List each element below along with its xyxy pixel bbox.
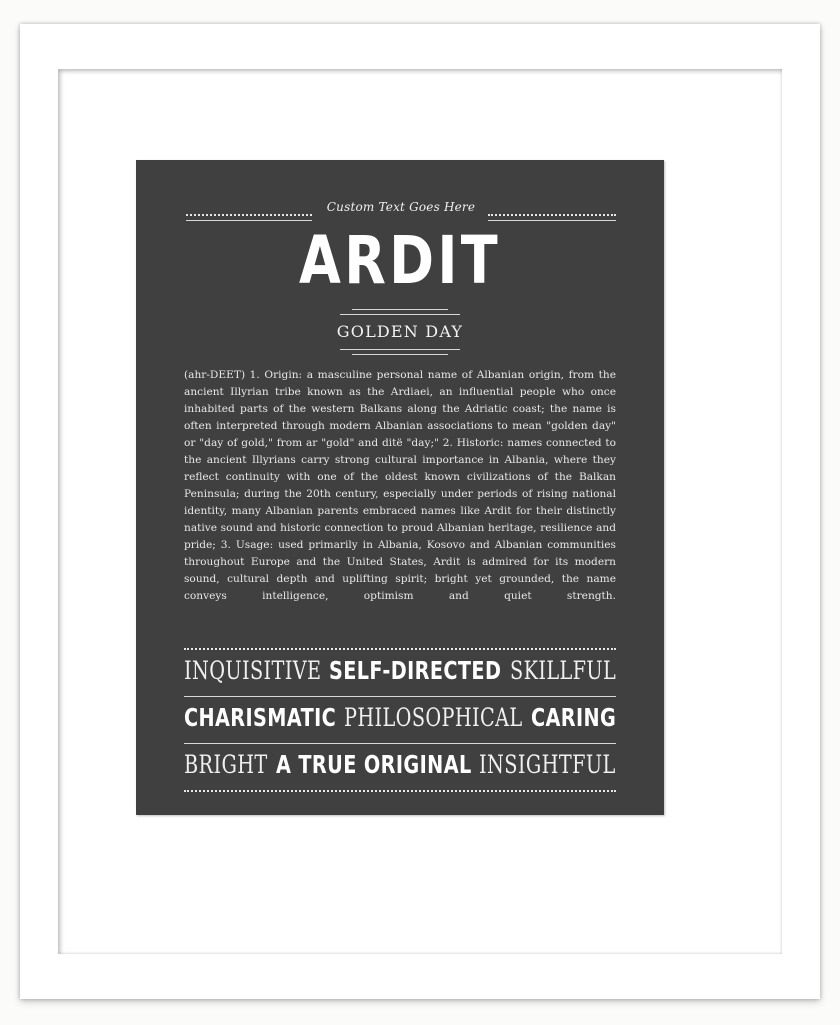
name-meaning: GOLDEN DAY [336,322,464,341]
top-right-thin-rule [488,220,616,221]
top-left-dotted-rule [186,214,312,216]
definition-paragraph [184,367,616,605]
custom-text: Custom Text Goes Here [326,200,476,214]
traits-row-1 [184,656,616,685]
trait: INQUISITIVE [184,656,322,685]
trait: CHARISMATIC [184,703,337,732]
traits-divider-1 [184,696,616,697]
definition-text: (ahr-DEET) 1. Origin: a masculine personal name of Albanian origin, from the ancient Illyrian tribe known as the Ardiaei, an influential people who once inhabited parts of the western Balkans along the Adriatic coast; the name is often interpreted through modern Albanian associations to mean "golden day" or "day of gold," from ar "gold" and ditë "day;" 2. Historic: names connected to the ancient Illyrians carry strong cultural importance in Albania, where they reflect continuity with one of the oldest known civilizations of the Balkan Peninsula; during the 20th century, especially under periods of rising national identity, many Albanian parents embraced names like Ardit for their distinctly native sound and historic connection to proud Albanian heritage, resilience and pride; 3. Usage: used primarily in Albania, Kosovo and Albanian communities throughout Europe and the United States, Ardit is admired for its modern sound, cultural depth and uplifting spirit; bright yet grounded, the name conveys intelligence, optimism and quiet strength. [184,369,616,602]
trait: SELF-DIRECTED [329,656,502,685]
meaning-underline-2 [352,354,448,355]
top-right-dotted-rule [488,214,616,216]
trait: A TRUE ORIGINAL [275,750,472,779]
top-left-thin-rule [186,220,312,221]
traits-divider-2 [184,743,616,744]
meaning-underline-1 [340,349,460,350]
trait: INSIGHTFUL [479,750,617,779]
traits-row-2 [184,703,616,732]
name-underline-1 [352,309,448,310]
name-underline-2 [340,314,460,315]
trait: PHILOSOPHICAL [344,703,523,732]
trait: SKILLFUL [509,656,617,685]
trait: CARING [530,703,617,732]
traits-row-3 [184,750,616,779]
name-print [136,160,664,815]
traits-bottom-dotted-rule [184,790,616,792]
name-title: ARDIT [299,222,501,299]
trait: BRIGHT [184,750,268,779]
traits-top-dotted-rule [184,648,616,650]
